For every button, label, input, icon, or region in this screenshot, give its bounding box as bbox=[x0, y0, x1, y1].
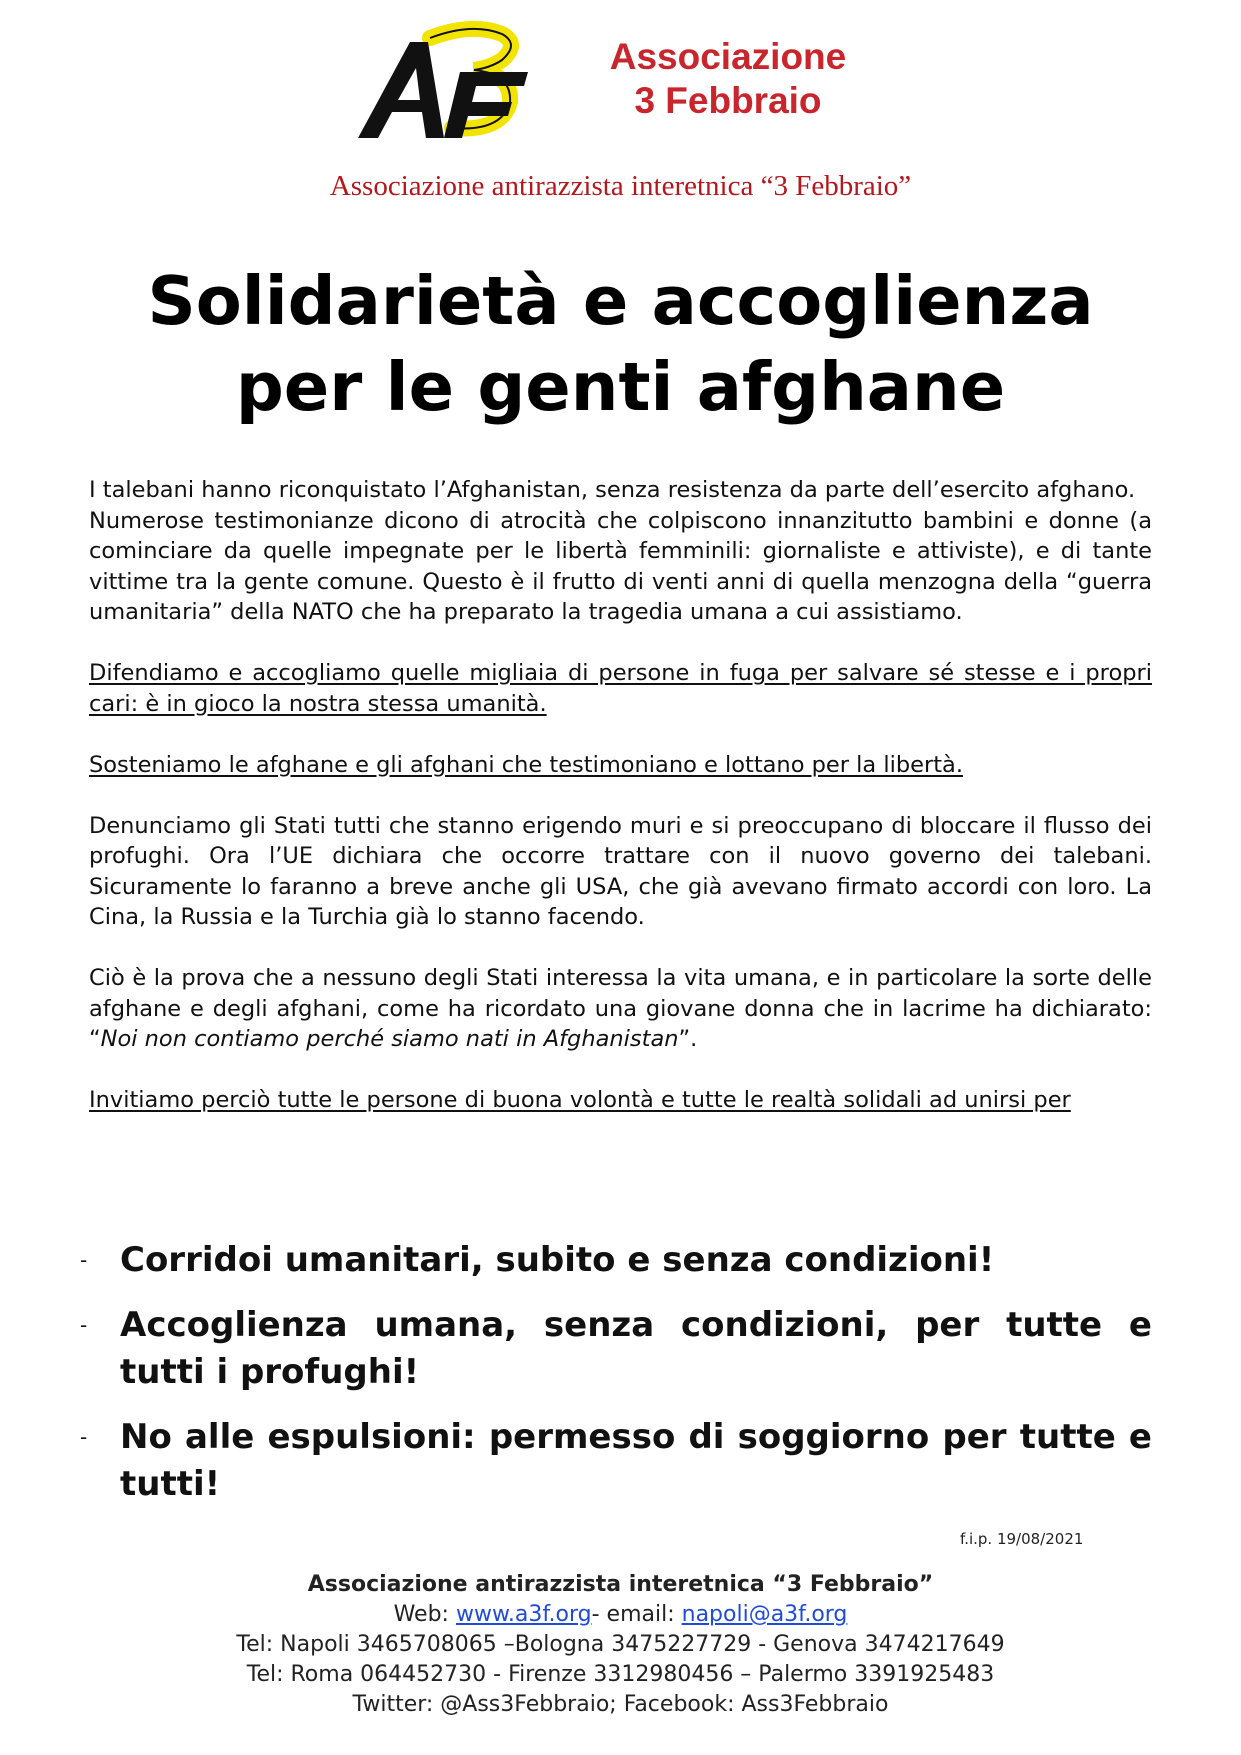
paragraph-6-quote: Noi non contiamo perché siamo nati in Afghanistan bbox=[100, 1026, 679, 1052]
paragraph-3-text: Difendiamo e accogliamo quelle migliaia di persone in fuga per salvare sé stesse e i propri cari: è in gioco la nostra stessa umanità. bbox=[89, 660, 1152, 717]
demand-item bbox=[80, 1302, 1152, 1396]
paragraph-6-end: ”. bbox=[678, 1026, 698, 1052]
association-subtitle: Associazione antirazzista interetnica “3 Febbraio” bbox=[329, 170, 912, 202]
footer bbox=[0, 1570, 1241, 1720]
demand-item bbox=[80, 1237, 1152, 1284]
paragraph-6 bbox=[89, 963, 1152, 1055]
footer-contacts bbox=[0, 1600, 1241, 1630]
paragraph-3 bbox=[89, 658, 1152, 719]
paragraph-2: Numerose testimonianze dicono di atrocità che colpiscono innanzitutto bambini e donne (a cominciare da quelle impegnate per le libertà femminili: giornaliste e attiviste), e di tante vittime tra la gente comune. Questo è il frutto di venti anni di quella menzogna della “guerra umanitaria” della NATO che ha preparato la tragedia umana a cui assistiamo. bbox=[89, 507, 1152, 625]
web-label: Web: bbox=[393, 1602, 456, 1627]
demand-text: No alle espulsioni: permesso di soggiorno per tutte e tutti! bbox=[120, 1417, 1152, 1504]
footer-tel-2: Tel: Roma 064452730 - Firenze 3312980456 – Palermo 3391925483 bbox=[246, 1662, 995, 1687]
page-title bbox=[60, 258, 1181, 430]
footer-org: Associazione antirazzista interetnica “3 Febbraio” bbox=[307, 1572, 934, 1597]
email-link[interactable]: napoli@a3f.org bbox=[681, 1602, 848, 1627]
web-link[interactable]: www.a3f.org bbox=[455, 1602, 592, 1627]
body-text bbox=[89, 475, 1152, 1116]
logo-wordmark bbox=[584, 35, 872, 124]
bullet-dash: - bbox=[80, 1313, 88, 1337]
demand-text: Corridoi umanitari, subito e senza condizioni! bbox=[120, 1240, 995, 1280]
footer-social: Twitter: @Ass3Febbraio; Facebook: Ass3Febbraio bbox=[352, 1692, 889, 1717]
email-label: - email: bbox=[591, 1602, 682, 1627]
header-logo bbox=[352, 20, 872, 150]
demand-item bbox=[80, 1414, 1152, 1508]
demand-text: Accoglienza umana, senza condizioni, per tutte e tutti i profughi! bbox=[120, 1305, 1152, 1392]
footer-tel-1: Tel: Napoli 3465708065 –Bologna 3475227729 - Genova 3474217649 bbox=[236, 1632, 1005, 1657]
logo-line-2: 3 Febbraio bbox=[634, 80, 822, 122]
paragraph-4 bbox=[89, 750, 1152, 781]
paragraph-6-start: Ciò è la prova che a nessuno degli Stati interessa la vita umana, e in particolare la sorte delle afghane e degli afghani, come ha ricordato una giovane donna che in lacrime ha dichiarato: “ bbox=[89, 965, 1152, 1052]
paragraph-4-text: Sosteniamo le afghane e gli afghani che testimoniano e lottano per la libertà. bbox=[89, 751, 963, 778]
a3f-logo-mark bbox=[352, 20, 542, 150]
paragraph-5: Denunciamo gli Stati tutti che stanno erigendo muri e si preoccupano di bloccare il flusso dei profughi. Ora l’UE dichiara che occorre trattare con il nuovo governo dei talebani. Sicuramente lo faranno a breve anche gli USA, che già avevano firmato accordi con loro. La Cina, la Russia e la Turchia già lo stanno facendo. bbox=[89, 812, 1152, 930]
paragraph-1: I talebani hanno riconquistato l’Afghanistan, senza resistenza da parte dell’esercito afghano. bbox=[89, 477, 1136, 503]
fip-note: f.i.p. 19/08/2021 bbox=[960, 1530, 1084, 1548]
title-line-2: per le genti afghane bbox=[235, 348, 1006, 426]
paragraph-7 bbox=[89, 1085, 1152, 1116]
demands-list bbox=[80, 1237, 1152, 1526]
bullet-dash: - bbox=[80, 1248, 88, 1272]
logo-line-1: Associazione bbox=[609, 36, 847, 77]
bullet-dash: - bbox=[80, 1425, 88, 1449]
title-line-1: Solidarietà e accoglienza bbox=[147, 262, 1094, 340]
paragraph-7-text: Invitiamo perciò tutte le persone di buona volontà e tutte le realtà solidali ad unirsi per bbox=[89, 1087, 1071, 1113]
